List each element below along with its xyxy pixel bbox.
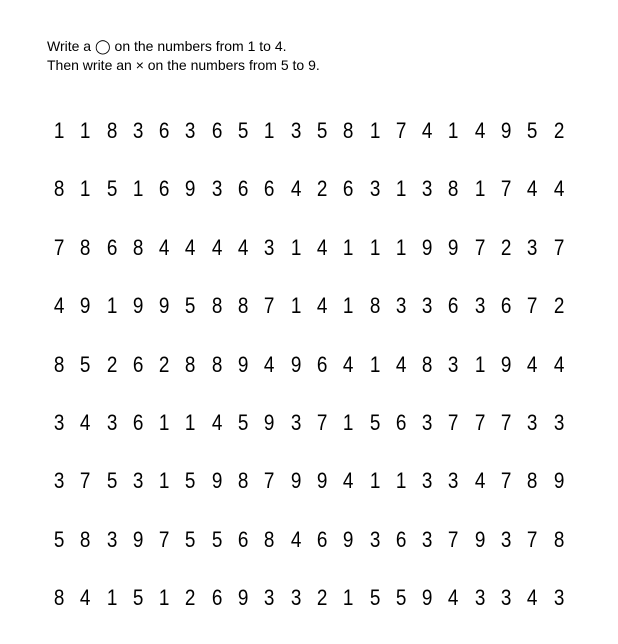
number-cell[interactable]: 6 — [237, 176, 249, 202]
number-cell[interactable]: 1 — [159, 585, 170, 611]
number-cell[interactable]: 8 — [422, 351, 433, 377]
number-cell[interactable]: 3 — [264, 585, 275, 611]
number-cell[interactable]: 9 — [553, 468, 565, 494]
number-cell[interactable]: 7 — [500, 176, 512, 202]
number-cell[interactable]: 8 — [106, 118, 118, 143]
number-cell[interactable]: 2 — [106, 351, 118, 377]
number-cell[interactable]: 7 — [264, 293, 275, 319]
number-row — [46, 527, 576, 585]
number-cell[interactable]: 1 — [474, 351, 486, 377]
number-cell[interactable]: 8 — [80, 526, 91, 552]
number-cell[interactable]: 3 — [53, 409, 65, 435]
number-cell[interactable]: 1 — [369, 351, 380, 377]
number-cell[interactable]: 8 — [448, 176, 459, 202]
number-row — [46, 410, 576, 468]
number-cell[interactable]: 7 — [395, 118, 407, 143]
number-cell[interactable]: 8 — [343, 118, 354, 143]
number-row — [46, 585, 576, 643]
number-cell[interactable]: 7 — [527, 526, 538, 552]
number-cell[interactable]: 3 — [474, 585, 486, 611]
number-row — [46, 293, 576, 351]
number-cell[interactable]: 1 — [343, 409, 354, 435]
number-cell[interactable]: 8 — [237, 468, 249, 494]
number-cell[interactable]: 3 — [553, 585, 565, 611]
number-cell[interactable]: 3 — [132, 118, 144, 143]
number-cell[interactable]: 4 — [237, 234, 249, 260]
number-cell[interactable]: 8 — [553, 526, 565, 552]
number-cell[interactable]: 5 — [53, 526, 65, 552]
number-cell[interactable]: 4 — [80, 585, 91, 611]
number-cell[interactable]: 4 — [211, 409, 223, 435]
number-cell[interactable]: 7 — [553, 234, 565, 260]
number-cell[interactable]: 1 — [132, 176, 144, 202]
number-cell[interactable]: 8 — [211, 293, 223, 319]
number-cell[interactable]: 9 — [80, 293, 91, 319]
number-cell[interactable]: 5 — [369, 409, 380, 435]
number-cell[interactable]: 4 — [527, 585, 538, 611]
number-row — [46, 235, 576, 293]
number-cell[interactable]: 4 — [343, 351, 354, 377]
number-cell[interactable]: 4 — [290, 176, 302, 202]
number-cell[interactable]: 1 — [290, 293, 302, 319]
number-cell[interactable]: 1 — [264, 118, 275, 143]
number-cell[interactable]: 6 — [395, 526, 407, 552]
number-cell[interactable]: 4 — [553, 176, 565, 202]
number-cell[interactable]: 5 — [316, 118, 328, 143]
number-cell[interactable]: 8 — [527, 468, 538, 494]
number-cell[interactable]: 1 — [343, 234, 354, 260]
number-cell[interactable]: 6 — [211, 118, 223, 143]
number-cell[interactable]: 1 — [474, 176, 486, 202]
number-cell[interactable]: 9 — [185, 176, 196, 202]
number-cell[interactable]: 3 — [422, 293, 433, 319]
number-cell[interactable]: 8 — [132, 234, 144, 260]
number-cell[interactable]: 3 — [264, 234, 275, 260]
number-cell[interactable]: 3 — [500, 585, 512, 611]
number-cell[interactable]: 8 — [369, 293, 380, 319]
number-cell[interactable]: 9 — [474, 526, 486, 552]
number-cell[interactable]: 9 — [422, 585, 433, 611]
number-cell[interactable]: 2 — [553, 118, 565, 143]
number-cell[interactable]: 3 — [211, 176, 223, 202]
number-cell[interactable]: 3 — [422, 409, 433, 435]
number-cell[interactable]: 4 — [527, 176, 538, 202]
number-cell[interactable]: 6 — [211, 585, 223, 611]
number-cell[interactable]: 4 — [264, 351, 275, 377]
number-cell[interactable]: 5 — [106, 468, 118, 494]
number-cell[interactable]: 7 — [474, 234, 486, 260]
number-cell[interactable]: 1 — [343, 585, 354, 611]
number-cell[interactable]: 3 — [106, 409, 118, 435]
number-cell[interactable]: 6 — [448, 293, 459, 319]
number-cell[interactable]: 9 — [500, 351, 512, 377]
number-cell[interactable]: 6 — [132, 351, 144, 377]
number-cell[interactable]: 4 — [474, 468, 486, 494]
number-cell[interactable]: 6 — [500, 293, 512, 319]
number-cell[interactable]: 1 — [159, 409, 170, 435]
number-cell[interactable]: 8 — [237, 293, 249, 319]
number-cell[interactable]: 4 — [185, 234, 196, 260]
number-cell[interactable]: 1 — [53, 118, 65, 143]
number-cell[interactable]: 2 — [316, 585, 328, 611]
number-cell[interactable]: 3 — [369, 526, 380, 552]
number-cell[interactable]: 1 — [80, 118, 91, 143]
number-cell[interactable]: 1 — [369, 468, 380, 494]
number-cell[interactable]: 4 — [553, 351, 565, 377]
number-cell[interactable]: 9 — [237, 351, 249, 377]
number-cell[interactable]: 1 — [369, 234, 380, 260]
number-cell[interactable]: 4 — [474, 118, 486, 143]
number-cell[interactable]: 6 — [316, 526, 328, 552]
instruction-line-cross: Then write an × on the numbers from 5 to 9. — [47, 57, 320, 73]
number-row — [46, 352, 576, 410]
number-cell[interactable]: 9 — [343, 526, 354, 552]
number-cell[interactable]: 3 — [106, 526, 118, 552]
number-cell[interactable]: 3 — [290, 585, 302, 611]
number-cell[interactable]: 3 — [369, 176, 380, 202]
number-cell[interactable]: 3 — [448, 468, 459, 494]
number-cell[interactable]: 1 — [395, 468, 407, 494]
number-cell[interactable]: 5 — [369, 585, 380, 611]
number-cell[interactable]: 9 — [500, 118, 512, 143]
number-cell[interactable]: 8 — [53, 176, 65, 202]
number-cell[interactable]: 9 — [422, 234, 433, 260]
number-cell[interactable]: 4 — [316, 293, 328, 319]
number-cell[interactable]: 5 — [80, 351, 91, 377]
number-cell[interactable]: 5 — [395, 585, 407, 611]
number-cell[interactable]: 7 — [316, 409, 328, 435]
number-cell[interactable]: 6 — [132, 409, 144, 435]
number-row — [46, 468, 576, 526]
number-cell[interactable]: 5 — [185, 526, 196, 552]
number-cell[interactable]: 3 — [132, 468, 144, 494]
number-cell[interactable]: 1 — [80, 176, 91, 202]
number-cell[interactable]: 2 — [159, 351, 170, 377]
number-cell[interactable]: 1 — [395, 234, 407, 260]
number-cell[interactable]: 3 — [527, 409, 538, 435]
number-cell[interactable]: 3 — [422, 468, 433, 494]
number-cell[interactable]: 3 — [422, 176, 433, 202]
number-cell[interactable]: 5 — [185, 468, 196, 494]
number-cell[interactable]: 8 — [53, 585, 65, 611]
number-cell[interactable]: 8 — [264, 526, 275, 552]
number-cell[interactable]: 5 — [132, 585, 144, 611]
number-cell[interactable]: 7 — [448, 526, 459, 552]
number-cell[interactable]: 6 — [237, 526, 249, 552]
number-cell[interactable]: 9 — [316, 468, 328, 494]
number-cell[interactable]: 3 — [395, 293, 407, 319]
number-cell[interactable]: 4 — [53, 293, 65, 319]
number-cell[interactable]: 4 — [316, 234, 328, 260]
number-cell[interactable]: 7 — [527, 293, 538, 319]
number-cell[interactable]: 3 — [290, 118, 302, 143]
number-cell[interactable]: 7 — [264, 468, 275, 494]
number-cell[interactable]: 3 — [53, 468, 65, 494]
number-cell[interactable]: 3 — [290, 409, 302, 435]
number-cell[interactable]: 1 — [159, 468, 170, 494]
number-cell[interactable]: 9 — [159, 293, 170, 319]
number-cell[interactable]: 5 — [237, 118, 249, 143]
number-cell[interactable]: 2 — [500, 234, 512, 260]
number-cell[interactable]: 4 — [211, 234, 223, 260]
number-cell[interactable]: 1 — [290, 234, 302, 260]
number-cell[interactable]: 4 — [395, 351, 407, 377]
number-cell[interactable]: 7 — [474, 409, 486, 435]
number-cell[interactable]: 3 — [500, 526, 512, 552]
number-cell[interactable]: 1 — [106, 585, 118, 611]
number-cell[interactable]: 9 — [132, 293, 144, 319]
number-cell[interactable]: 5 — [185, 293, 196, 319]
number-cell[interactable]: 7 — [500, 468, 512, 494]
number-cell[interactable]: 6 — [316, 351, 328, 377]
number-cell[interactable]: 3 — [474, 293, 486, 319]
number-cell[interactable]: 9 — [264, 409, 275, 435]
number-cell[interactable]: 3 — [527, 234, 538, 260]
number-cell[interactable]: 3 — [422, 526, 433, 552]
number-cell[interactable]: 6 — [264, 176, 275, 202]
number-cell[interactable]: 1 — [448, 118, 459, 143]
number-cell[interactable]: 3 — [448, 351, 459, 377]
number-cell[interactable]: 9 — [290, 468, 302, 494]
number-cell[interactable]: 2 — [316, 176, 328, 202]
number-cell[interactable]: 8 — [80, 234, 91, 260]
number-cell[interactable]: 9 — [132, 526, 144, 552]
number-cell[interactable]: 4 — [422, 118, 433, 143]
number-cell[interactable]: 9 — [211, 468, 223, 494]
number-cell[interactable]: 9 — [290, 351, 302, 377]
number-cell[interactable]: 7 — [159, 526, 170, 552]
number-cell[interactable]: 4 — [527, 351, 538, 377]
number-cell[interactable]: 9 — [237, 585, 249, 611]
number-cell[interactable]: 4 — [159, 234, 170, 260]
number-cell[interactable]: 8 — [211, 351, 223, 377]
number-cell[interactable]: 5 — [211, 526, 223, 552]
number-cell[interactable]: 1 — [395, 176, 407, 202]
number-row — [46, 176, 576, 234]
number-cell[interactable]: 8 — [53, 351, 65, 377]
number-cell[interactable]: 6 — [395, 409, 407, 435]
number-cell[interactable]: 7 — [448, 409, 459, 435]
number-cell[interactable]: 2 — [553, 293, 565, 319]
number-cell[interactable]: 4 — [343, 468, 354, 494]
number-cell[interactable]: 3 — [185, 118, 196, 143]
number-cell[interactable]: 7 — [80, 468, 91, 494]
number-cell[interactable]: 6 — [343, 176, 354, 202]
number-cell[interactable]: 1 — [106, 293, 118, 319]
number-cell[interactable]: 3 — [553, 409, 565, 435]
number-cell[interactable]: 1 — [185, 409, 196, 435]
number-cell[interactable]: 6 — [159, 176, 170, 202]
number-cell[interactable]: 6 — [159, 118, 170, 143]
number-cell[interactable]: 5 — [237, 409, 249, 435]
number-cell[interactable]: 6 — [106, 234, 118, 260]
instructions — [47, 37, 320, 75]
number-row — [46, 118, 576, 176]
number-cell[interactable]: 7 — [500, 409, 512, 435]
number-cell[interactable]: 2 — [185, 585, 196, 611]
number-cell[interactable]: 4 — [448, 585, 459, 611]
number-cell[interactable]: 8 — [185, 351, 196, 377]
number-cell[interactable]: 4 — [290, 526, 302, 552]
number-cell[interactable]: 7 — [53, 234, 65, 260]
number-cell[interactable]: 5 — [527, 118, 538, 143]
number-cell[interactable]: 5 — [106, 176, 118, 202]
instruction-line-circle: Write a ◯ on the numbers from 1 to 4. — [47, 38, 287, 54]
number-grid — [46, 118, 576, 644]
number-cell[interactable]: 9 — [448, 234, 459, 260]
number-cell[interactable]: 4 — [80, 409, 91, 435]
number-cell[interactable]: 1 — [369, 118, 380, 143]
number-cell[interactable]: 1 — [343, 293, 354, 319]
